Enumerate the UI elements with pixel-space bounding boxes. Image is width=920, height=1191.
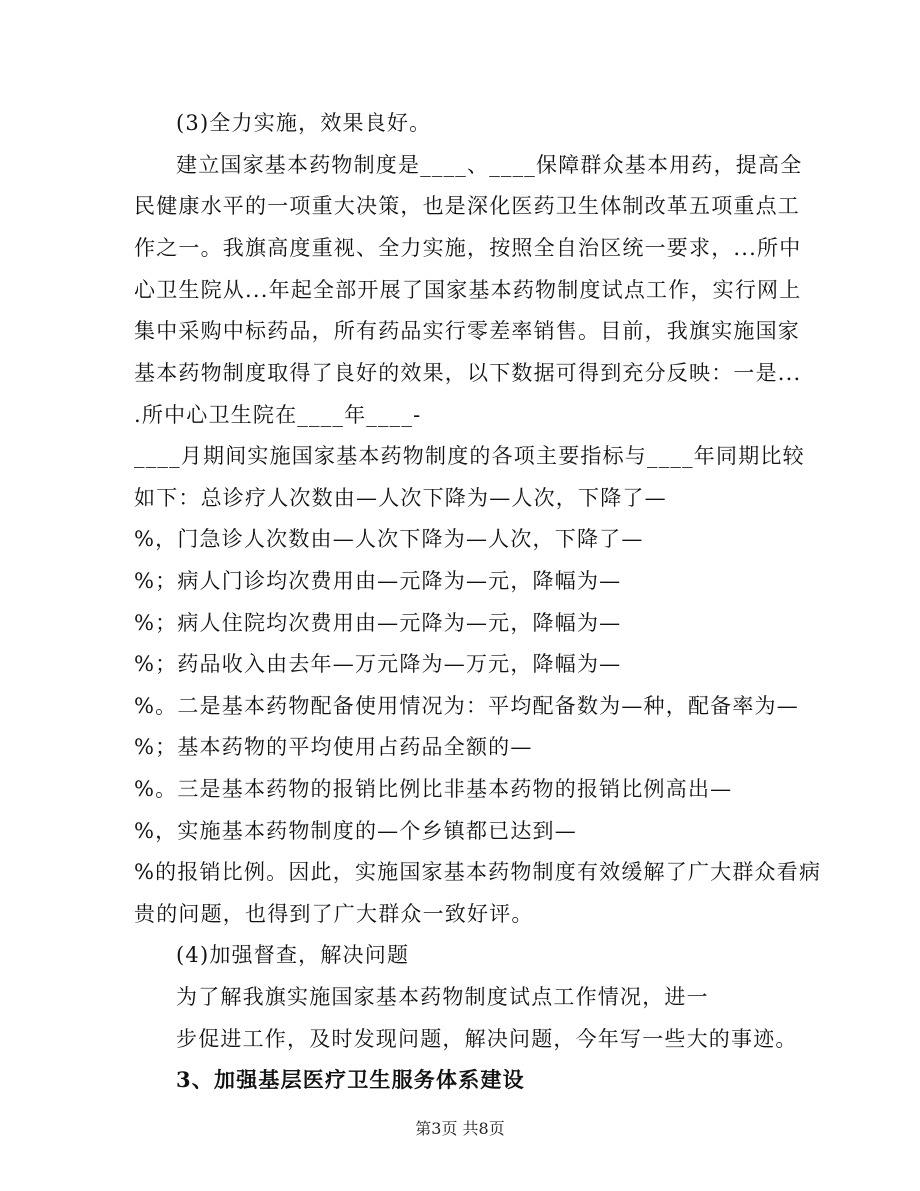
paragraph-line: %。二是基本药物配备使用情况为：平均配备数为—种，配备率为—: [134, 694, 799, 718]
paragraph-line: %；药品收入由去年—万元降为—万元，降幅为—: [134, 652, 622, 676]
section-title-3: 3、加强基层医疗卫生服务体系建设: [176, 1067, 525, 1092]
paragraph-line: 基本药物制度取得了良好的效果，以下数据可得到充分反映：一是...: [134, 361, 802, 385]
section-heading-3: (3)全力实施，效果良好。: [176, 111, 432, 135]
paragraph-line: ____月期间实施国家基本药物制度的各项主要指标与____年同期比较: [134, 444, 805, 468]
paragraph-line: 步促进工作，及时发现问题，解决问题，今年写一些大的事迹。: [176, 1027, 798, 1051]
paragraph-line: .所中心卫生院在____年____-: [134, 403, 422, 427]
paragraph-line: 集中采购中标药品，所有药品实行零差率销售。目前，我旗实施国家: [134, 319, 800, 343]
paragraph-line: 如下：总诊疗人次数由—人次下降为—人次，下降了—: [134, 486, 667, 510]
page-number-footer: 第3页 共8页: [415, 1119, 505, 1138]
section-heading-4: (4)加强督查，解决问题: [176, 943, 410, 967]
paragraph-line: %，门急诊人次数由—人次下降为—人次，下降了—: [134, 527, 644, 551]
paragraph-line: 作之一。我旗高度重视、全力实施，按照全自治区统一要求，...所中: [134, 236, 802, 260]
paragraph-line: 为了解我旗实施国家基本药物制度试点工作情况，进一: [176, 985, 709, 1009]
paragraph-line: %；病人住院均次费用由—元降为—元，降幅为—: [134, 611, 622, 635]
paragraph-line: 建立国家基本药物制度是____、____保障群众基本用药，提高全: [176, 153, 803, 177]
paragraph-line: %；基本药物的平均使用占药品全额的—: [134, 735, 533, 759]
paragraph-line: 贵的问题，也得到了广大群众一致好评。: [134, 902, 534, 926]
paragraph-line: %。三是基本药物的报销比例比非基本药物的报销比例高出—: [134, 777, 733, 801]
paragraph-line: 心卫生院从...年起全部开展了国家基本药物制度试点工作，实行网上: [134, 278, 802, 302]
paragraph-line: %的报销比例。因此，实施国家基本药物制度有效缓解了广大群众看病: [134, 860, 822, 884]
paragraph-line: %；病人门诊均次费用由—元降为—元，降幅为—: [134, 569, 622, 593]
paragraph-line: %，实施基本药物制度的—个乡镇都已达到—: [134, 819, 577, 843]
paragraph-line: 民健康水平的一项重大决策，也是深化医药卫生体制改革五项重点工: [134, 194, 800, 218]
